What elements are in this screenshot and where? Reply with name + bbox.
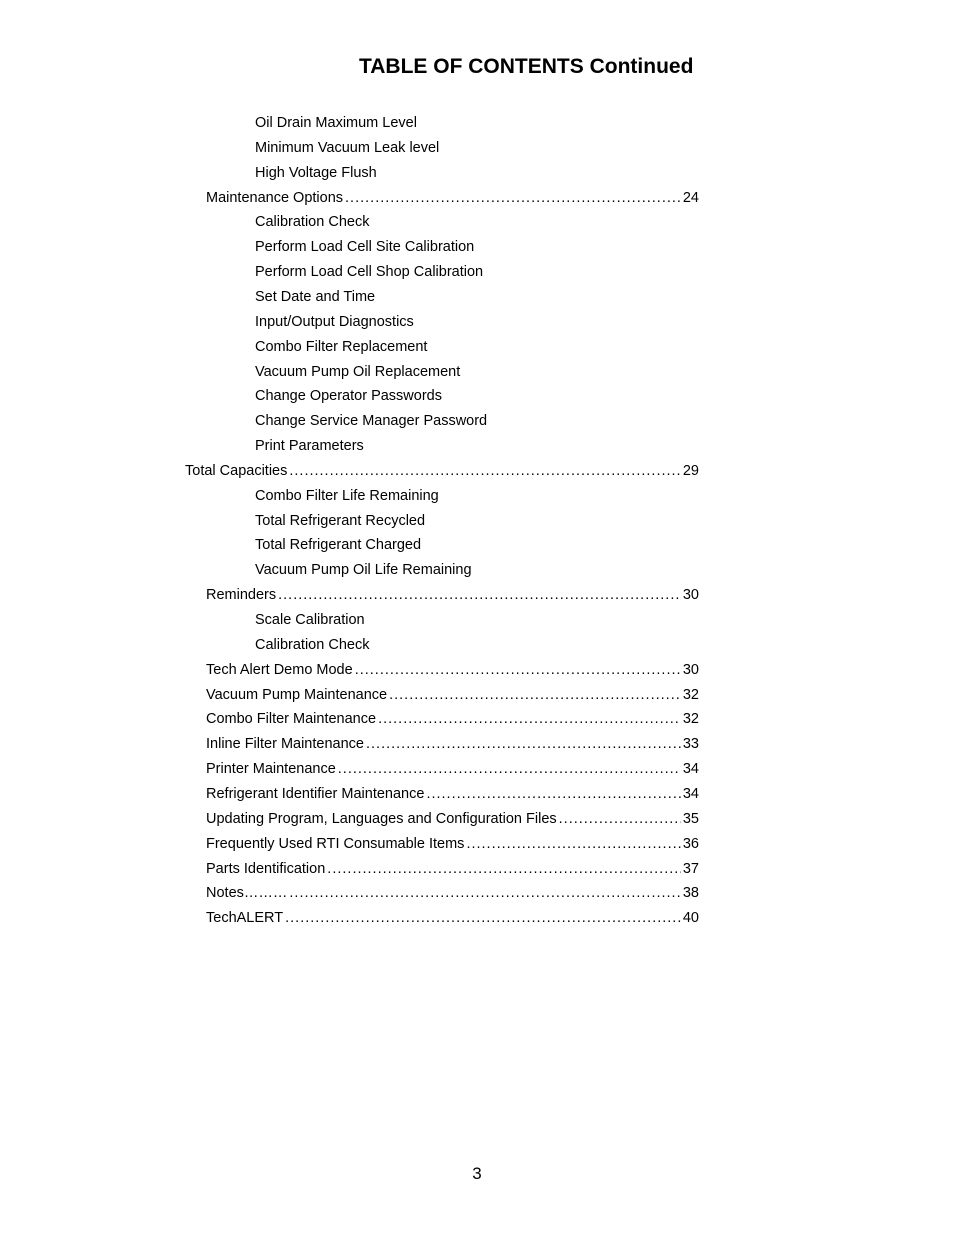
toc-entry-label: Refrigerant Identifier Maintenance	[206, 786, 425, 802]
toc-entry-label: Perform Load Cell Site Calibration	[255, 239, 475, 255]
toc-subentry	[255, 210, 369, 234]
toc-leader-dots	[389, 683, 681, 707]
toc-page-number: 32	[682, 687, 699, 703]
toc-entry-label: Calibration Check	[255, 637, 370, 653]
toc-entry	[206, 906, 699, 930]
toc-entry-label: Total Refrigerant Charged	[255, 537, 422, 553]
toc-leader-dots	[289, 459, 681, 483]
toc-leader-dots	[345, 186, 681, 210]
toc-subentry	[255, 608, 365, 632]
toc-subentry	[255, 335, 427, 359]
toc-entry-label: Updating Program, Languages and Configuration Files	[206, 811, 557, 827]
toc-entry-label: Total Refrigerant Recycled	[255, 513, 426, 529]
toc-page-number: 40	[682, 910, 699, 926]
toc-subentry	[255, 111, 417, 135]
toc-page-number: 36	[682, 836, 699, 852]
toc-leader-dots	[426, 782, 680, 806]
toc-entry-label: High Voltage Flush	[255, 165, 377, 181]
toc-entry-label: Notes………	[206, 885, 288, 901]
toc-entry-label: Input/Output Diagnostics	[255, 314, 414, 330]
toc-entry-label: Scale Calibration	[255, 612, 365, 628]
toc-entry-label: Change Service Manager Password	[255, 413, 488, 429]
toc-entry	[206, 683, 699, 707]
toc-subentry	[255, 533, 421, 557]
toc-entry	[206, 807, 699, 831]
toc-entry-label: Print Parameters	[255, 438, 364, 454]
toc-page-number: 24	[682, 190, 699, 206]
toc-subentry	[255, 260, 483, 284]
toc-page-number: 33	[682, 736, 699, 752]
toc-page-number: 30	[682, 587, 699, 603]
toc-page-number: 29	[682, 463, 699, 479]
toc-entry-label: Parts Identification	[206, 861, 326, 877]
toc-leader-dots	[559, 807, 681, 831]
toc-page-number: 32	[682, 711, 699, 727]
toc-entry	[206, 832, 699, 856]
toc-subentry	[255, 509, 425, 533]
page-number: 3	[472, 1164, 482, 1183]
toc-subentry	[255, 558, 472, 582]
toc-leader-dots	[289, 881, 680, 905]
toc-leader-dots	[278, 583, 681, 607]
toc-entry-label: Minimum Vacuum Leak level	[255, 140, 440, 156]
toc-page-number: 35	[682, 811, 699, 827]
toc-subentry	[255, 310, 414, 334]
toc-entry-label: Reminders	[206, 587, 277, 603]
toc-subentry	[255, 161, 377, 185]
toc-page-number: 38	[682, 885, 699, 901]
toc-entry-label: Combo Filter Replacement	[255, 339, 428, 355]
toc-page-number: 37	[682, 861, 699, 877]
toc-entry-label: Maintenance Options	[206, 190, 344, 206]
toc-entry-label: TechALERT	[206, 910, 284, 926]
toc-leader-dots	[378, 707, 681, 731]
toc-entry-label: Printer Maintenance	[206, 761, 336, 777]
toc-subentry	[255, 285, 375, 309]
page-title: TABLE OF CONTENTS Continued	[359, 55, 694, 78]
toc-subentry	[255, 384, 442, 408]
toc-leader-dots	[466, 832, 680, 856]
toc-entry-label: Inline Filter Maintenance	[206, 736, 364, 752]
toc-leader-dots	[338, 757, 681, 781]
toc-page-number: 34	[682, 786, 699, 802]
toc-subentry	[255, 633, 369, 657]
toc-subentry	[255, 484, 439, 508]
toc-entry	[206, 583, 699, 607]
toc-subentry	[255, 360, 460, 384]
toc-subentry	[255, 235, 474, 259]
toc-entry	[206, 732, 699, 756]
toc-entry-label: Perform Load Cell Shop Calibration	[255, 264, 484, 280]
toc-leader-dots	[366, 732, 681, 756]
toc-entry	[206, 658, 699, 682]
toc-entry	[206, 881, 699, 905]
toc-subentry	[255, 409, 487, 433]
toc-entry	[206, 186, 699, 210]
toc-entry-label: Tech Alert Demo Mode	[206, 662, 353, 678]
toc-page-number: 34	[682, 761, 699, 777]
toc-entry	[206, 782, 699, 806]
toc-entry-label: Vacuum Pump Oil Life Remaining	[255, 562, 472, 578]
toc-entry	[185, 459, 699, 483]
toc-leader-dots	[327, 857, 681, 881]
toc-page-number: 30	[682, 662, 699, 678]
toc-entry-label: Change Operator Passwords	[255, 388, 442, 404]
toc-entry-label: Combo Filter Life Remaining	[255, 488, 439, 504]
toc-entry-label: Total Capacities	[185, 463, 288, 479]
toc-subentry	[255, 136, 439, 160]
toc-entry-label: Combo Filter Maintenance	[206, 711, 377, 727]
toc-leader-dots	[285, 906, 681, 930]
toc-leader-dots	[355, 658, 681, 682]
toc-entry-label: Set Date and Time	[255, 289, 376, 305]
toc-entry	[206, 707, 699, 731]
toc-entry-label: Oil Drain Maximum Level	[255, 115, 417, 131]
toc-entry-label: Frequently Used RTI Consumable Items	[206, 836, 465, 852]
toc-entry	[206, 757, 699, 781]
toc-entry-label: Calibration Check	[255, 214, 370, 230]
toc-entry-label: Vacuum Pump Maintenance	[206, 687, 388, 703]
toc-entry-label: Vacuum Pump Oil Replacement	[255, 364, 461, 380]
toc-subentry	[255, 434, 364, 458]
toc-entry	[206, 857, 699, 881]
